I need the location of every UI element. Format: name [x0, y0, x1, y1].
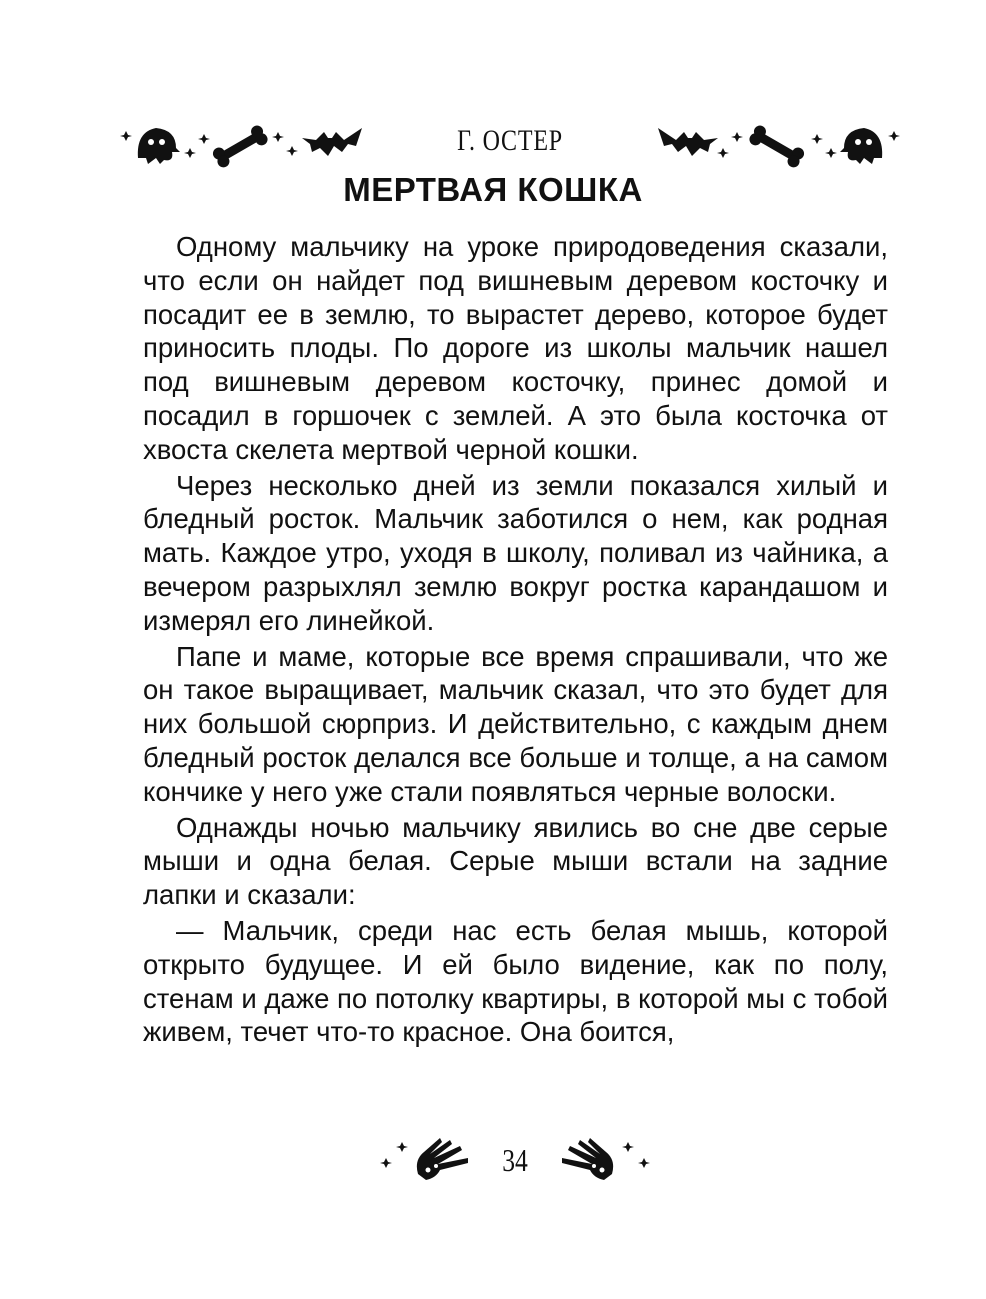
- sparkle-icon: [638, 1158, 650, 1168]
- ghost-icon: [138, 128, 180, 164]
- footer-ornament-right-icon: [555, 1130, 650, 1190]
- paragraph: Папе и маме, которые все время спрашивали, что же он такое выращивает, мальчик сказал, что это будет для них большой сюрприз. И действительно, с каждым днем бледный росток делался все больше и толще, а на самом кончике у него уже стали появляться черные волоски.: [143, 640, 888, 807]
- bat-icon: [658, 128, 718, 156]
- paragraph: Однажды ночью мальчику явились во сне две серые мыши и одна белая. Серые мыши встали на задние лапки и сказали:: [143, 811, 888, 911]
- skeleton-hand-icon: [562, 1138, 613, 1180]
- story-title: МЕРТВАЯ КОШКА: [343, 171, 643, 208]
- bone-icon: [747, 123, 806, 168]
- page-number: 34: [502, 1142, 528, 1178]
- page-footer: [380, 1130, 650, 1190]
- author-name: Г. ОСТЕР: [457, 124, 563, 157]
- header-ornament-right-icon: [655, 118, 900, 168]
- sparkle-icon: [380, 1158, 392, 1168]
- paragraph: Одному мальчику на уроке природоведения сказали, что если он найдет под вишневым деревом косточку и посадит ее в землю, то вырастет дерево, которое будет приносить плоды. По дороге из школы мальчик нашел под вишневым деревом косточку, принес домой и посадил в горшочек с землей. А это была косточка от хвоста скелета мертвой черной кошки.: [143, 231, 888, 465]
- paragraph: Через несколько дней из земли показался хилый и бледный росток. Мальчик заботился о нем, как родная мать. Каждое утро, уходя в школу, поливал из чайника, а вечером разрыхлял землю вокруг ростка карандашом и измерял его линейкой.: [143, 469, 888, 636]
- paragraph: — Мальчик, среди нас есть белая мышь, которой открыто будущее. И ей было видение, как по полу, стенам и даже по потолку квартиры, в которой мы с тобой живем, течет что-то красное. Она боится,: [143, 914, 888, 1048]
- sparkle-icon: [120, 131, 132, 141]
- page-header: [120, 118, 900, 168]
- story-body: [143, 230, 888, 1051]
- ghost-icon: [840, 128, 882, 164]
- sparkle-icon: [888, 131, 900, 141]
